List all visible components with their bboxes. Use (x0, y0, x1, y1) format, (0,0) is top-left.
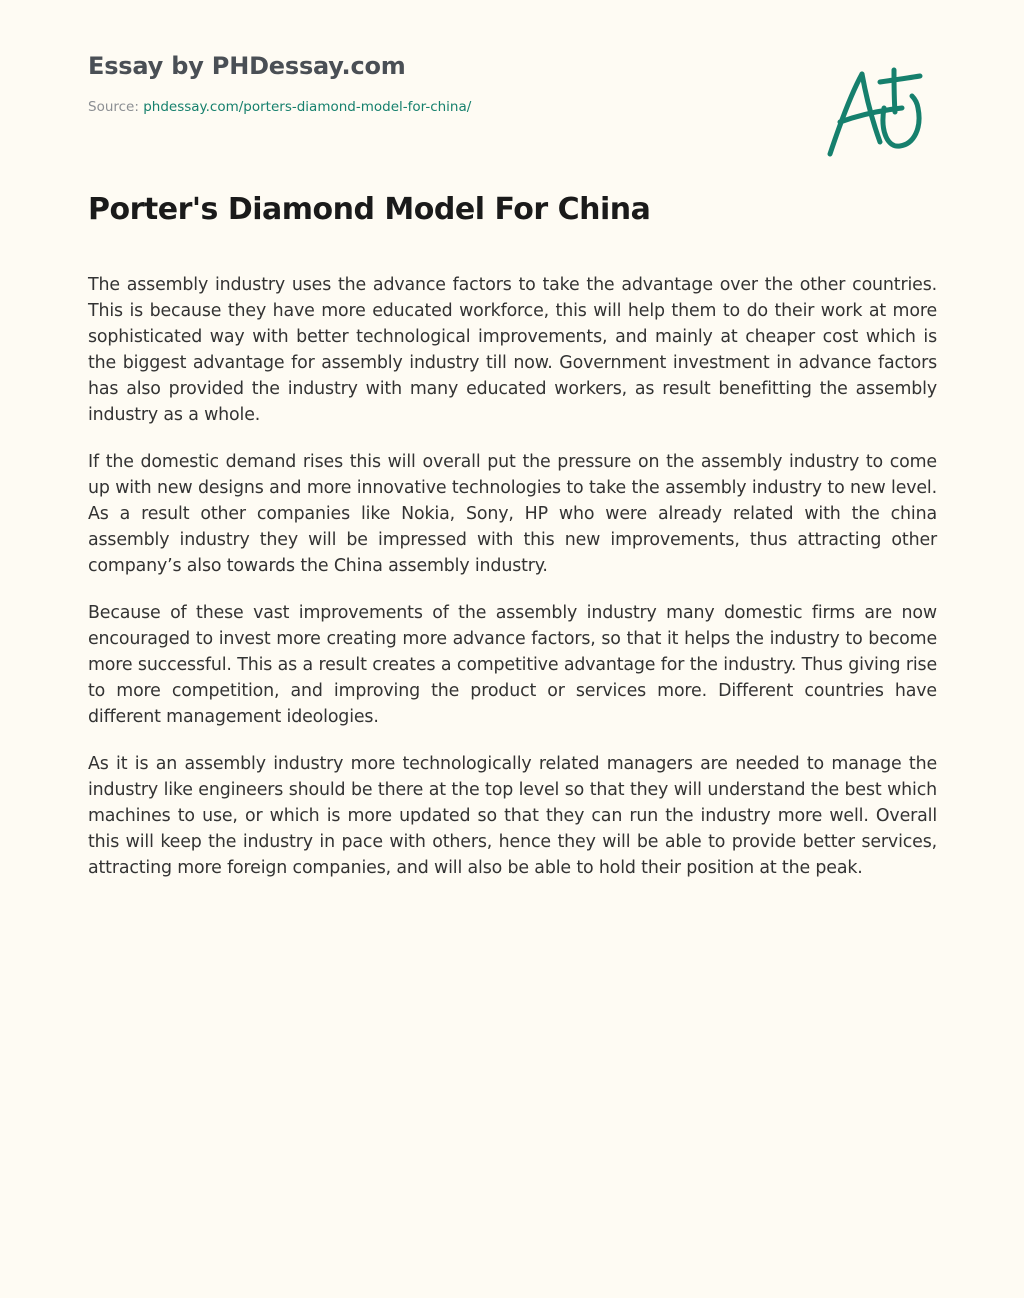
essay-paragraph-4: As it is an assembly industry more technologically related managers are needed to manage the industry like engineers should be there at the top level so that they will understand the best which machines to use, or which is more updated so that they can run the industry more well. Overall this will keep the industry in pace with others, hence they will be able to provide better services, attracting more foreign companies, and will also be able to hold their position at the peak. (88, 754, 937, 878)
essay-title: Porter's Diamond Model For China (88, 192, 651, 227)
essay-paragraph-3: Because of these vast improvements of the assembly industry many domestic firms are now encouraged to invest more creating more advance factors, so that it helps the industry to become more successful. This as a result creates a competitive advantage for the industry. Thus giving rise to more competition, and improving the product or services more. Different countries have different management ideologies. (88, 603, 937, 727)
essay-paragraph-1: The assembly industry uses the advance factors to take the advantage over the other countries. This is because they have more educated workforce, this will help them to do their work at more sophisticated way with better technological improvements, and mainly at cheaper cost which is the biggest advantage for assembly industry till now. Government investment in advance factors has also provided the industry with many educated workers, as result benefitting the assembly industry as a whole. (88, 275, 937, 425)
source-line (88, 98, 788, 116)
a-plus-grade-icon (822, 62, 932, 162)
brand-title: Essay by PHDessay.com (88, 52, 406, 80)
source-link[interactable]: phdessay.com/porters-diamond-model-for-china/ (143, 99, 472, 115)
page-header (88, 50, 788, 116)
essay-body (88, 272, 937, 902)
source-label: Source: (88, 99, 144, 115)
essay-paragraph-2: If the domestic demand rises this will overall put the pressure on the assembly industry to come up with new designs and more innovative technologies to take the assembly industry to new level. As a result other companies like Nokia, Sony, HP who were already related with the china assembly industry they will be impressed with this new improvements, thus attracting other company’s also towards the China assembly industry. (88, 452, 937, 576)
